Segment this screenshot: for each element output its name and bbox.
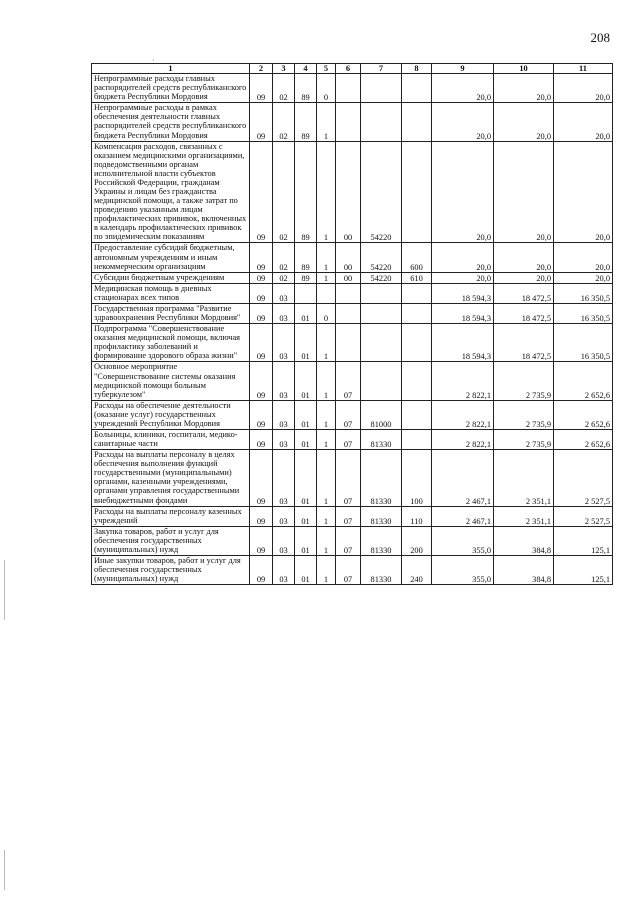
amount-col11: 2 527,5	[554, 450, 613, 506]
expense-type-code: 110	[402, 506, 432, 526]
program-code: 01	[295, 506, 317, 526]
section-code: 09	[250, 526, 273, 555]
scan-mark: ·	[152, 56, 155, 65]
direction-code	[361, 74, 402, 103]
column-header: 4	[295, 64, 317, 74]
column-header: 3	[273, 64, 295, 74]
amount-col10: 18 472,5	[494, 303, 554, 323]
page-number: 208	[590, 30, 610, 45]
expense-type-code	[402, 324, 432, 362]
amount-col10: 2 735,9	[494, 429, 554, 449]
row-description: Основное мероприятие "Совершенствование системы оказания медицинской помощи больным туберкулезом"	[92, 362, 250, 400]
activity-code: 07	[336, 362, 361, 400]
row-description: Больницы, клиники, госпитали, медико-санитарные части	[92, 429, 250, 449]
amount-col11: 2 527,5	[554, 506, 613, 526]
amount-col9: 20,0	[432, 243, 494, 272]
section-code: 09	[250, 74, 273, 103]
activity-code: 00	[336, 141, 361, 243]
row-description: Субсидии бюджетным учреждениям	[92, 272, 250, 283]
section-code: 09	[250, 141, 273, 243]
row-description: Компенсация расходов, связанных с оказанием медицинскими организациями, подведомственными органам исполнительной власти субъектов Российской Федерации, гражданам Украины и лицам без гражданства медицинской помощи, а также затрат по проведению указанным лицам профилактических прививок, включенных в календарь профилактических прививок по эпидемическим показаниям	[92, 141, 250, 243]
program-code: 01	[295, 324, 317, 362]
direction-code: 54220	[361, 243, 402, 272]
subsection-code: 03	[273, 526, 295, 555]
subprogram-code: 0	[317, 303, 336, 323]
direction-code	[361, 103, 402, 141]
table-row	[92, 74, 613, 103]
amount-col10: 20,0	[494, 103, 554, 141]
amount-col11: 2 652,6	[554, 429, 613, 449]
activity-code: 07	[336, 400, 361, 429]
subsection-code: 02	[273, 243, 295, 272]
subprogram-code: 1	[317, 362, 336, 400]
expense-type-code: 200	[402, 526, 432, 555]
direction-code	[361, 362, 402, 400]
column-header: 6	[336, 64, 361, 74]
subsection-code: 03	[273, 450, 295, 506]
section-code: 09	[250, 272, 273, 283]
amount-col11: 2 652,6	[554, 400, 613, 429]
row-description: Непрограммные расходы главных распорядителей средств республиканского бюджета Республики Мордовия	[92, 74, 250, 103]
amount-col10: 384,8	[494, 526, 554, 555]
amount-col11: 16 350,5	[554, 283, 613, 303]
direction-code: 81330	[361, 450, 402, 506]
amount-col11: 16 350,5	[554, 324, 613, 362]
amount-col11: 125,1	[554, 555, 613, 584]
table-row	[92, 526, 613, 555]
subsection-code: 03	[273, 400, 295, 429]
expense-type-code	[402, 400, 432, 429]
subsection-code: 03	[273, 283, 295, 303]
amount-col10: 20,0	[494, 141, 554, 243]
subsection-code: 02	[273, 74, 295, 103]
section-code: 09	[250, 362, 273, 400]
section-code: 09	[250, 303, 273, 323]
amount-col10: 18 472,5	[494, 283, 554, 303]
program-code: 01	[295, 400, 317, 429]
direction-code	[361, 324, 402, 362]
amount-col10: 2 735,9	[494, 362, 554, 400]
row-description: Медицинская помощь в дневных стационарах всех типов	[92, 283, 250, 303]
direction-code	[361, 283, 402, 303]
amount-col9: 20,0	[432, 141, 494, 243]
subprogram-code: 1	[317, 506, 336, 526]
table-row	[92, 555, 613, 584]
program-code: 01	[295, 526, 317, 555]
program-code: 89	[295, 141, 317, 243]
program-code: 01	[295, 555, 317, 584]
program-code: 01	[295, 303, 317, 323]
direction-code	[361, 303, 402, 323]
expense-type-code: 600	[402, 243, 432, 272]
column-header: 10	[494, 64, 554, 74]
subprogram-code: 1	[317, 141, 336, 243]
subprogram-code: 1	[317, 429, 336, 449]
subprogram-code: 1	[317, 103, 336, 141]
column-header: 1	[92, 64, 250, 74]
program-code	[295, 283, 317, 303]
direction-code: 54220	[361, 272, 402, 283]
direction-code: 81000	[361, 400, 402, 429]
program-code: 01	[295, 362, 317, 400]
amount-col9: 355,0	[432, 526, 494, 555]
amount-col9: 18 594,3	[432, 324, 494, 362]
amount-col10: 2 351,1	[494, 506, 554, 526]
amount-col11: 20,0	[554, 243, 613, 272]
activity-code: 07	[336, 450, 361, 506]
subsection-code: 03	[273, 324, 295, 362]
amount-col9: 2 467,1	[432, 506, 494, 526]
amount-col9: 20,0	[432, 272, 494, 283]
direction-code: 54220	[361, 141, 402, 243]
section-code: 09	[250, 283, 273, 303]
subsection-code: 02	[273, 141, 295, 243]
amount-col11: 20,0	[554, 272, 613, 283]
program-code: 89	[295, 103, 317, 141]
expense-type-code	[402, 103, 432, 141]
column-header: 7	[361, 64, 402, 74]
table-row	[92, 506, 613, 526]
amount-col9: 20,0	[432, 103, 494, 141]
expense-type-code	[402, 283, 432, 303]
subprogram-code: 1	[317, 450, 336, 506]
section-code: 09	[250, 400, 273, 429]
column-header: 8	[402, 64, 432, 74]
amount-col10: 2 351,1	[494, 450, 554, 506]
row-description: Государственная программа "Развитие здравоохранения Республики Мордовия"	[92, 303, 250, 323]
amount-col9: 2 467,1	[432, 450, 494, 506]
subsection-code: 02	[273, 103, 295, 141]
amount-col9: 20,0	[432, 74, 494, 103]
section-code: 09	[250, 243, 273, 272]
subprogram-code: 1	[317, 272, 336, 283]
program-code: 89	[295, 243, 317, 272]
activity-code: 07	[336, 506, 361, 526]
program-code: 89	[295, 74, 317, 103]
subsection-code: 02	[273, 272, 295, 283]
row-description: Закупка товаров, работ и услуг для обеспечения государственных (муниципальных) нужд	[92, 526, 250, 555]
table-row	[92, 272, 613, 283]
amount-col11: 2 652,6	[554, 362, 613, 400]
expense-type-code	[402, 141, 432, 243]
amount-col11: 125,1	[554, 526, 613, 555]
table-row	[92, 450, 613, 506]
table-header-row	[92, 64, 613, 74]
activity-code	[336, 324, 361, 362]
activity-code: 00	[336, 243, 361, 272]
budget-table	[91, 63, 613, 585]
amount-col9: 355,0	[432, 555, 494, 584]
column-header: 5	[317, 64, 336, 74]
subsection-code: 03	[273, 555, 295, 584]
activity-code: 07	[336, 555, 361, 584]
table-row	[92, 429, 613, 449]
activity-code	[336, 103, 361, 141]
amount-col10: 18 472,5	[494, 324, 554, 362]
table-row	[92, 303, 613, 323]
table-row	[92, 283, 613, 303]
subprogram-code: 0	[317, 74, 336, 103]
program-code: 89	[295, 272, 317, 283]
subprogram-code: 1	[317, 324, 336, 362]
expense-type-code	[402, 362, 432, 400]
section-code: 09	[250, 103, 273, 141]
subsection-code: 03	[273, 362, 295, 400]
expense-type-code	[402, 429, 432, 449]
subsection-code: 03	[273, 429, 295, 449]
direction-code: 81330	[361, 506, 402, 526]
amount-col9: 18 594,3	[432, 283, 494, 303]
activity-code: 07	[336, 526, 361, 555]
table-row	[92, 103, 613, 141]
section-code: 09	[250, 506, 273, 526]
subsection-code: 03	[273, 506, 295, 526]
subprogram-code: 1	[317, 555, 336, 584]
activity-code: 00	[336, 272, 361, 283]
expense-type-code: 610	[402, 272, 432, 283]
subprogram-code	[317, 283, 336, 303]
amount-col11: 16 350,5	[554, 303, 613, 323]
table-row	[92, 324, 613, 362]
activity-code	[336, 283, 361, 303]
table-row	[92, 362, 613, 400]
row-description: Предоставление субсидий бюджетным, автономным учреждениям и иным некоммерческим организациям	[92, 243, 250, 272]
direction-code: 81330	[361, 429, 402, 449]
subprogram-code: 1	[317, 400, 336, 429]
expense-type-code	[402, 74, 432, 103]
activity-code	[336, 74, 361, 103]
row-description: Расходы на выплаты персоналу казенных учреждений	[92, 506, 250, 526]
direction-code: 81330	[361, 555, 402, 584]
amount-col9: 2 822,1	[432, 400, 494, 429]
section-code: 09	[250, 324, 273, 362]
program-code: 01	[295, 450, 317, 506]
activity-code	[336, 303, 361, 323]
expense-type-code	[402, 303, 432, 323]
subprogram-code: 1	[317, 243, 336, 272]
program-code: 01	[295, 429, 317, 449]
amount-col10: 20,0	[494, 74, 554, 103]
section-code: 09	[250, 450, 273, 506]
table-row	[92, 141, 613, 243]
table-row	[92, 243, 613, 272]
section-code: 09	[250, 429, 273, 449]
expense-type-code: 240	[402, 555, 432, 584]
section-code: 09	[250, 555, 273, 584]
amount-col9: 2 822,1	[432, 429, 494, 449]
row-description: Расходы на выплаты персоналу в целях обеспечения выполнения функций государственными (муниципальными) органами, казенными учреждениями, органами управления государственными внебюджетными фондами	[92, 450, 250, 506]
expense-type-code: 100	[402, 450, 432, 506]
column-header: 9	[432, 64, 494, 74]
column-header: 2	[250, 64, 273, 74]
table-row	[92, 400, 613, 429]
activity-code: 07	[336, 429, 361, 449]
amount-col9: 2 822,1	[432, 362, 494, 400]
row-description: Иные закупки товаров, работ и услуг для обеспечения государственных (муниципальных) нужд	[92, 555, 250, 584]
direction-code: 81330	[361, 526, 402, 555]
amount-col9: 18 594,3	[432, 303, 494, 323]
scan-edge-line	[4, 560, 5, 620]
amount-col10: 384,8	[494, 555, 554, 584]
amount-col10: 20,0	[494, 272, 554, 283]
subsection-code: 03	[273, 303, 295, 323]
row-description: Подпрограмма "Совершенствование оказания медицинской помощи, включая профилактику заболеваний и формирование здорового образа жизни"	[92, 324, 250, 362]
amount-col11: 20,0	[554, 74, 613, 103]
row-description: Расходы на обеспечение деятельности (оказание услуг) государственных учреждений Республики Мордовия	[92, 400, 250, 429]
amount-col11: 20,0	[554, 103, 613, 141]
scan-edge-line	[4, 850, 5, 890]
column-header: 11	[554, 64, 613, 74]
subprogram-code: 1	[317, 526, 336, 555]
row-description: Непрограммные расходы в рамках обеспечения деятельности главных распорядителей средств республиканского бюджета Республики Мордовия	[92, 103, 250, 141]
amount-col10: 2 735,9	[494, 400, 554, 429]
amount-col11: 20,0	[554, 141, 613, 243]
amount-col10: 20,0	[494, 243, 554, 272]
